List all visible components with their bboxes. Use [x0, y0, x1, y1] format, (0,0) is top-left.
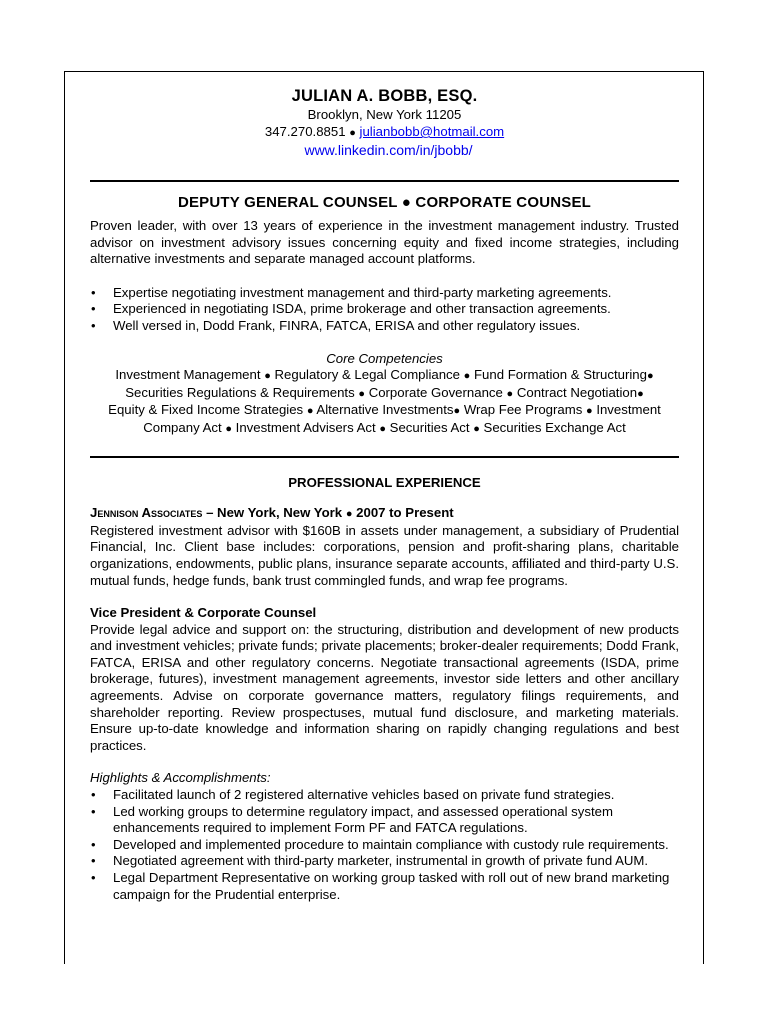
headline-title-2: CORPORATE COUNSEL — [415, 194, 592, 211]
highlights-title: Highlights & Accomplishments: — [90, 770, 271, 786]
company-name: Jennison Associates — [90, 505, 203, 521]
competencies-line: Securities Regulations & Requirements ● Corporate Governance ● Contract Negotiation● — [125, 384, 644, 400]
divider — [90, 456, 679, 458]
candidate-name: JULIAN A. BOBB, ESQ. — [291, 87, 478, 105]
list-item: • Negotiated agreement with third-party marketer, instrumental in growth of private fund AUM. — [90, 853, 679, 870]
phone: 347.270.8851 — [264, 124, 346, 139]
bullet-separator: ● — [401, 194, 412, 211]
competency: Wrap Fee Programs — [463, 402, 583, 418]
company-location: – New York, New York — [206, 505, 343, 521]
list-item: • Well versed in, Dodd Frank, FINRA, FATCA, ERISA and other regulatory issues. — [90, 318, 679, 335]
section-title: PROFESSIONAL EXPERIENCE — [288, 474, 481, 490]
competencies-title: Core Competencies — [326, 350, 443, 366]
competency: Investment Management — [115, 367, 261, 383]
list-item: • Developed and implemented procedure to maintain compliance with custody rule requirements. — [90, 837, 679, 854]
bullet-separator: ● — [345, 508, 353, 521]
linkedin-link[interactable]: www.linkedin.com/in/jbobb/ — [304, 142, 473, 158]
headline — [90, 193, 679, 213]
competency: Securities Act — [389, 419, 470, 435]
headline-title-1: DEPUTY GENERAL COUNSEL — [177, 194, 398, 211]
competency: Company Act — [143, 419, 222, 435]
bullet-separator: ● — [349, 127, 356, 139]
competencies-line: Company Act ● Investment Advisers Act ● Securities Act ● Securities Exchange Act — [143, 419, 626, 435]
email-link[interactable]: julianbobb@hotmail.com — [359, 124, 505, 139]
competency: Fund Formation & Structuring — [473, 367, 647, 383]
competency: Alternative Investments — [316, 402, 454, 418]
company-description: Registered investment advisor with $160B in assets under management, a subsidiary of Prudential Financial, Inc. Client base includes: corporations, pension and profit-sharing plans, charitable organizations, endowments, public plans, insurance separate accounts, affiliated and third-party U.S. mutual funds, hedge funds, bank trust commingled funds, and wrap fee programs. — [90, 522, 679, 588]
divider — [90, 180, 679, 182]
highlights-list — [90, 787, 679, 903]
summary-paragraph: Proven leader, with over 13 years of experience in the investment management industry. Trusted advisor on investment advisory issues concerning equity and fixed income strategies, including alternative investments and separate managed account platforms. — [90, 218, 679, 267]
list-item: • Facilitated launch of 2 registered alternative vehicles based on private fund strategies. — [90, 787, 679, 804]
list-item: • Led working groups to determine regulatory impact, and assessed operational system enhancements required to implement Form PF and FATCA regulations. — [90, 804, 679, 837]
competency: Securities Exchange Act — [483, 419, 626, 435]
employment-dates: 2007 to Present — [356, 505, 454, 521]
role-description: Provide legal advice and support on: the structuring, distribution and development of new products and investment vehicles; private funds; private placements; broker-dealer requirements; Dodd Frank, FATCA, ERISA and other regulatory concerns. Negotiate transactional agreements (ISDA, prime brokerage, futures), investment management agreements, investor side letters and other ancillary agreements. Advise on corporate governance matters, regulatory filings requirements, and shareholder reporting. Review prospectuses, mutual fund disclosure, and marketing materials. Ensure up-to-date knowledge and information sharing on rapidly changing regulations and best practices. — [90, 621, 679, 753]
resume-header — [90, 86, 679, 159]
list-item: • Expertise negotiating investment management and third-party marketing agreements. — [90, 285, 679, 302]
list-item: • Legal Department Representative on working group tasked with roll out of new brand marketing campaign for the Prudential enterprise. — [90, 870, 679, 903]
competency: Investment Advisers Act — [235, 419, 376, 435]
phone-email-line — [90, 123, 679, 142]
role-title: Vice President & Corporate Counsel — [90, 605, 317, 621]
resume-content — [90, 86, 679, 903]
address: Brooklyn, New York 11205 — [307, 107, 462, 122]
list-item: • Experienced in negotiating ISDA, prime brokerage and other transaction agreements. — [90, 301, 679, 318]
competency: Investment — [596, 402, 661, 418]
core-competencies — [90, 351, 679, 438]
competency: Securities Regulations & Requirements — [125, 384, 355, 400]
competency: Contract Negotiation — [516, 384, 638, 400]
competency: Regulatory & Legal Compliance — [274, 367, 460, 383]
linkedin-line — [90, 142, 679, 159]
summary-bullets — [90, 285, 679, 335]
employer-line — [90, 505, 679, 523]
competency: Corporate Governance — [368, 384, 503, 400]
competencies-line: Investment Management ● Regulatory & Legal Compliance ● Fund Formation & Structuring● — [115, 367, 654, 383]
competency: Equity & Fixed Income Strategies — [108, 402, 304, 418]
competencies-line: Equity & Fixed Income Strategies ● Alternative Investments● Wrap Fee Programs ● Investment — [108, 402, 661, 418]
